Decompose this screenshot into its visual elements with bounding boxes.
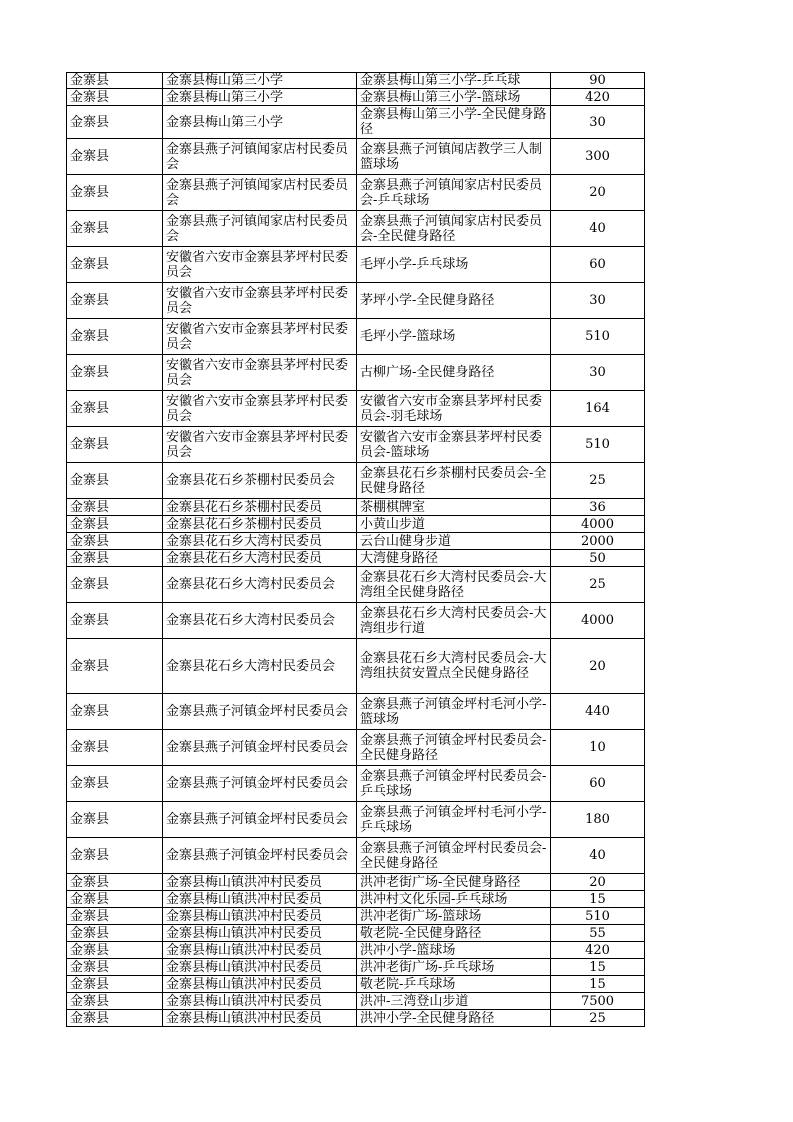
table-row [67, 874, 645, 891]
table-row [67, 73, 645, 89]
unit-cell: 金寨县梅山镇洪冲村民委员 [163, 891, 357, 908]
facility-cell: 茶棚棋牌室 [357, 499, 551, 516]
unit-cell: 金寨县花石乡大湾村民委员会 [163, 567, 357, 603]
unit-cell: 金寨县梅山镇洪冲村民委员 [163, 993, 357, 1010]
area-cell: 300 [551, 139, 645, 175]
unit-cell: 金寨县花石乡茶棚村民委员 [163, 499, 357, 516]
county-cell: 金寨县 [67, 283, 163, 319]
table-row [67, 838, 645, 874]
area-cell: 20 [551, 175, 645, 211]
unit-cell: 安徽省六安市金寨县茅坪村民委员会 [163, 283, 357, 319]
area-cell: 10 [551, 730, 645, 766]
unit-cell: 金寨县花石乡大湾村民委员 [163, 550, 357, 567]
unit-cell: 金寨县燕子河镇金坪村民委员会 [163, 766, 357, 802]
unit-cell: 金寨县燕子河镇金坪村民委员会 [163, 730, 357, 766]
facility-cell: 洪冲老街广场-全民健身路径 [357, 874, 551, 891]
county-cell: 金寨县 [67, 993, 163, 1010]
table-row [67, 533, 645, 550]
table-row [67, 355, 645, 391]
area-cell: 510 [551, 908, 645, 925]
county-cell: 金寨县 [67, 802, 163, 838]
area-cell: 30 [551, 106, 645, 139]
area-cell: 25 [551, 463, 645, 499]
facility-table-page [66, 72, 645, 1027]
county-cell: 金寨县 [67, 959, 163, 976]
area-cell: 15 [551, 976, 645, 993]
table-row [67, 247, 645, 283]
unit-cell: 安徽省六安市金寨县茅坪村民委员会 [163, 391, 357, 427]
unit-cell: 金寨县燕子河镇金坪村民委员会 [163, 694, 357, 730]
facility-cell: 大湾健身路径 [357, 550, 551, 567]
table-row [67, 139, 645, 175]
unit-cell: 安徽省六安市金寨县茅坪村民委员会 [163, 355, 357, 391]
county-cell: 金寨县 [67, 427, 163, 463]
area-cell: 4000 [551, 516, 645, 533]
table-row [67, 89, 645, 106]
area-cell: 20 [551, 874, 645, 891]
county-cell: 金寨县 [67, 891, 163, 908]
area-cell: 15 [551, 959, 645, 976]
unit-cell: 金寨县梅山镇洪冲村民委员 [163, 959, 357, 976]
area-cell: 25 [551, 567, 645, 603]
area-cell: 420 [551, 942, 645, 959]
table-row [67, 175, 645, 211]
table-row [67, 993, 645, 1010]
table-row [67, 925, 645, 942]
table-row [67, 603, 645, 639]
unit-cell: 金寨县梅山第三小学 [163, 106, 357, 139]
unit-cell: 金寨县梅山第三小学 [163, 73, 357, 89]
area-cell: 60 [551, 766, 645, 802]
facility-cell: 洪冲老街广场-乒乓球场 [357, 959, 551, 976]
area-cell: 510 [551, 319, 645, 355]
table-row [67, 730, 645, 766]
county-cell: 金寨县 [67, 391, 163, 427]
facility-cell: 洪冲村文化乐园-乒乓球场 [357, 891, 551, 908]
area-cell: 20 [551, 639, 645, 694]
county-cell: 金寨县 [67, 838, 163, 874]
area-cell: 7500 [551, 993, 645, 1010]
table-row [67, 766, 645, 802]
county-cell: 金寨县 [67, 976, 163, 993]
table-row [67, 463, 645, 499]
area-cell: 60 [551, 247, 645, 283]
facility-cell: 金寨县燕子河镇闻店教学三人制篮球场 [357, 139, 551, 175]
county-cell: 金寨县 [67, 874, 163, 891]
facility-cell: 金寨县花石乡大湾村民委员会-大湾组步行道 [357, 603, 551, 639]
table-row [67, 802, 645, 838]
facility-cell: 金寨县花石乡大湾村民委员会-大湾组扶贫安置点全民健身路径 [357, 639, 551, 694]
county-cell: 金寨县 [67, 603, 163, 639]
unit-cell: 金寨县梅山镇洪冲村民委员 [163, 942, 357, 959]
unit-cell: 金寨县燕子河镇闻家店村民委员会 [163, 211, 357, 247]
area-cell: 4000 [551, 603, 645, 639]
facility-cell: 茅坪小学-全民健身路径 [357, 283, 551, 319]
area-cell: 55 [551, 925, 645, 942]
unit-cell: 金寨县花石乡大湾村民委员 [163, 533, 357, 550]
unit-cell: 金寨县梅山镇洪冲村民委员 [163, 1010, 357, 1027]
table-row [67, 908, 645, 925]
unit-cell: 金寨县燕子河镇闻家店村民委员会 [163, 175, 357, 211]
facility-cell: 洪冲小学-全民健身路径 [357, 1010, 551, 1027]
unit-cell: 金寨县花石乡大湾村民委员会 [163, 639, 357, 694]
facility-cell: 金寨县花石乡茶棚村民委员会-全民健身路径 [357, 463, 551, 499]
table-row [67, 211, 645, 247]
unit-cell: 金寨县花石乡大湾村民委员会 [163, 603, 357, 639]
county-cell: 金寨县 [67, 175, 163, 211]
table-row [67, 942, 645, 959]
facility-cell: 洪冲小学-篮球场 [357, 942, 551, 959]
unit-cell: 安徽省六安市金寨县茅坪村民委员会 [163, 247, 357, 283]
county-cell: 金寨县 [67, 1010, 163, 1027]
area-cell: 30 [551, 355, 645, 391]
area-cell: 510 [551, 427, 645, 463]
county-cell: 金寨县 [67, 550, 163, 567]
facility-cell: 金寨县梅山第三小学-全民健身路径 [357, 106, 551, 139]
table-row [67, 694, 645, 730]
unit-cell: 金寨县花石乡茶棚村民委员会 [163, 463, 357, 499]
area-cell: 25 [551, 1010, 645, 1027]
area-cell: 164 [551, 391, 645, 427]
table-row [67, 283, 645, 319]
table-row [67, 106, 645, 139]
county-cell: 金寨县 [67, 639, 163, 694]
unit-cell: 金寨县花石乡茶棚村民委员 [163, 516, 357, 533]
facility-cell: 毛坪小学-篮球场 [357, 319, 551, 355]
county-cell: 金寨县 [67, 247, 163, 283]
table-row [67, 891, 645, 908]
unit-cell: 金寨县梅山镇洪冲村民委员 [163, 925, 357, 942]
facility-cell: 毛坪小学-乒乓球场 [357, 247, 551, 283]
county-cell: 金寨县 [67, 319, 163, 355]
facility-cell: 金寨县梅山第三小学-篮球场 [357, 89, 551, 106]
facility-cell: 金寨县梅山第三小学-乒乓球 [357, 73, 551, 89]
area-cell: 440 [551, 694, 645, 730]
unit-cell: 金寨县燕子河镇金坪村民委员会 [163, 838, 357, 874]
unit-cell: 安徽省六安市金寨县茅坪村民委员会 [163, 319, 357, 355]
facility-cell: 金寨县燕子河镇金坪村毛河小学-篮球场 [357, 694, 551, 730]
unit-cell: 金寨县梅山镇洪冲村民委员 [163, 908, 357, 925]
county-cell: 金寨县 [67, 89, 163, 106]
table-row [67, 516, 645, 533]
facility-table-body [67, 73, 645, 1027]
table-row [67, 499, 645, 516]
facility-cell: 敬老院-全民健身路径 [357, 925, 551, 942]
table-row [67, 1010, 645, 1027]
unit-cell: 金寨县梅山镇洪冲村民委员 [163, 976, 357, 993]
table-row [67, 959, 645, 976]
facility-cell: 敬老院-乒乓球场 [357, 976, 551, 993]
facility-cell: 云台山健身步道 [357, 533, 551, 550]
facility-cell: 金寨县燕子河镇金坪村民委员会-全民健身路径 [357, 838, 551, 874]
county-cell: 金寨县 [67, 567, 163, 603]
table-row [67, 319, 645, 355]
facility-cell: 金寨县燕子河镇闻家店村民委员会-全民健身路径 [357, 211, 551, 247]
facility-cell: 洪冲-三湾登山步道 [357, 993, 551, 1010]
table-row [67, 567, 645, 603]
county-cell: 金寨县 [67, 694, 163, 730]
unit-cell: 安徽省六安市金寨县茅坪村民委员会 [163, 427, 357, 463]
area-cell: 90 [551, 73, 645, 89]
county-cell: 金寨县 [67, 106, 163, 139]
area-cell: 15 [551, 891, 645, 908]
area-cell: 420 [551, 89, 645, 106]
county-cell: 金寨县 [67, 533, 163, 550]
table-row [67, 391, 645, 427]
area-cell: 30 [551, 283, 645, 319]
unit-cell: 金寨县燕子河镇金坪村民委员会 [163, 802, 357, 838]
area-cell: 40 [551, 838, 645, 874]
facility-cell: 金寨县花石乡大湾村民委员会-大湾组全民健身路径 [357, 567, 551, 603]
table-row [67, 639, 645, 694]
county-cell: 金寨县 [67, 908, 163, 925]
county-cell: 金寨县 [67, 139, 163, 175]
county-cell: 金寨县 [67, 730, 163, 766]
facility-cell: 金寨县燕子河镇金坪村民委员会-全民健身路径 [357, 730, 551, 766]
table-row [67, 976, 645, 993]
facility-table [66, 72, 645, 1027]
area-cell: 180 [551, 802, 645, 838]
facility-cell: 金寨县燕子河镇闻家店村民委员会-乒乓球场 [357, 175, 551, 211]
county-cell: 金寨县 [67, 73, 163, 89]
county-cell: 金寨县 [67, 925, 163, 942]
facility-cell: 金寨县燕子河镇金坪村民委员会-乒乓球场 [357, 766, 551, 802]
unit-cell: 金寨县梅山第三小学 [163, 89, 357, 106]
county-cell: 金寨县 [67, 463, 163, 499]
facility-cell: 金寨县燕子河镇金坪村毛河小学-乒乓球场 [357, 802, 551, 838]
county-cell: 金寨县 [67, 516, 163, 533]
unit-cell: 金寨县梅山镇洪冲村民委员 [163, 874, 357, 891]
area-cell: 2000 [551, 533, 645, 550]
facility-cell: 古柳广场-全民健身路径 [357, 355, 551, 391]
unit-cell: 金寨县燕子河镇闻家店村民委员会 [163, 139, 357, 175]
facility-cell: 安徽省六安市金寨县茅坪村民委员会-篮球场 [357, 427, 551, 463]
county-cell: 金寨县 [67, 499, 163, 516]
county-cell: 金寨县 [67, 766, 163, 802]
table-row [67, 427, 645, 463]
facility-cell: 安徽省六安市金寨县茅坪村民委员会-羽毛球场 [357, 391, 551, 427]
county-cell: 金寨县 [67, 355, 163, 391]
area-cell: 40 [551, 211, 645, 247]
area-cell: 36 [551, 499, 645, 516]
facility-cell: 小黄山步道 [357, 516, 551, 533]
county-cell: 金寨县 [67, 211, 163, 247]
county-cell: 金寨县 [67, 942, 163, 959]
area-cell: 50 [551, 550, 645, 567]
table-row [67, 550, 645, 567]
facility-cell: 洪冲老街广场-篮球场 [357, 908, 551, 925]
